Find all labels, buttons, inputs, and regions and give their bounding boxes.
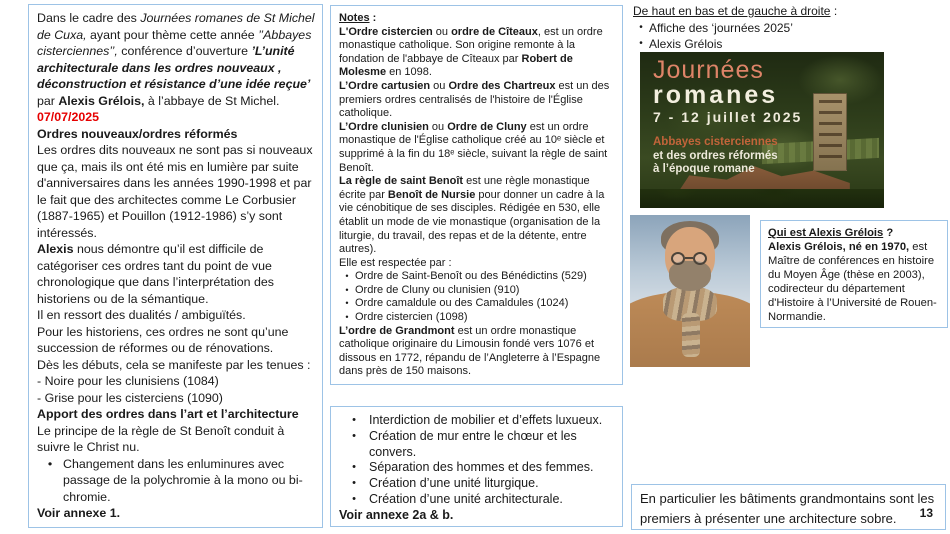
text-run: :: [830, 4, 838, 18]
text-run: pour donner un cadre à la vie cénobitique de ses disciples. Rédigée en 530, elle établit un mode de vie monastique (organisation de la liturgie, du travail, des repas et de la détente, entre autres).: [339, 188, 605, 256]
text-run: Elle est respectée par :: [339, 256, 452, 269]
text-run: ?: [883, 227, 894, 239]
poster-foreground-trees: [640, 189, 884, 208]
bullet-marker: •: [639, 21, 643, 33]
notes-text-panel: [330, 5, 623, 385]
poster-tagline-line2: et des ordres réformés: [653, 149, 778, 162]
text-run: ou: [430, 79, 449, 92]
text-run: Création de mur entre le chœur et les convers.: [369, 428, 577, 459]
bullet-item: [633, 36, 945, 53]
bullet-item: [339, 460, 614, 476]
paragraph: [37, 357, 315, 374]
text-run: Alexis Grélois,: [58, 93, 145, 108]
paragraph: [339, 257, 614, 271]
paragraph: [37, 505, 315, 522]
text-run: est Maître de conférences en histoire du Moyen Âge (thèse en 2003), codirecteur du département d'Histoire à l’Université de Rouen-Normandie.: [768, 241, 937, 323]
bullet-marker: •: [352, 429, 356, 442]
text-run: , est un ordre monastique catholique. Son origine remonte à la fondation de l'abbaye de Cîteaux par: [339, 25, 603, 65]
poster-tower-windows: [819, 100, 842, 161]
poster-dates: 7 - 12 juillet 2025: [653, 109, 803, 125]
bullet-marker: •: [345, 298, 349, 309]
text-run: Ordre cistercien (1098): [355, 311, 468, 324]
bullet-item: [633, 20, 945, 37]
poster-subtitle: romanes: [653, 81, 779, 109]
text-run: est un ordre monastique de l'Église catholique créé au 10ᵉ siècle et supprimé à la fin du 18ᵉ siècle, suivant la règle de saint Benoît.: [339, 120, 608, 174]
text-run: est un des premiers ordres centralisés de l'histoire de l'Église catholique.: [339, 79, 610, 120]
bullet-text: [369, 492, 614, 508]
text-run: par: [37, 93, 59, 108]
text-run: Affiche des ‘journées 2025’: [649, 20, 793, 35]
text-run: Ordre des Chartreux: [448, 79, 556, 92]
caption-list: [633, 3, 945, 53]
paragraph: [633, 3, 945, 20]
bullet-text: [355, 311, 614, 325]
bullet-marker: •: [345, 284, 349, 295]
text-run: L’Ordre clunisien: [339, 120, 429, 133]
text-run: conférence d’ouverture: [117, 44, 252, 58]
text-run: Ordres nouveaux/ordres réformés: [37, 126, 238, 141]
text-run: Le principe de la règle de St Benoît conduit à suivre le Christ nu.: [37, 423, 285, 454]
portrait-glasses-right-lens: [693, 252, 707, 265]
text-run: Alexis: [37, 242, 74, 256]
paragraph: [37, 423, 315, 456]
paragraph: [37, 373, 315, 390]
text-run: Ordre de Cluny ou clunisien (910): [355, 283, 520, 296]
portrait-scarf-tail-shape: [682, 313, 700, 357]
text-run: Les ordres dits nouveaux ne sont pas si nouveaux que ça, mais ils ont été mis en lumière par suite d'anniversaires dans les années 1990-1998 et par le fait que des architectes comme Le Corbusier (1887-1965) et Pouillon (1912-1986) s’y sont intéressés.: [37, 143, 313, 240]
poster-tagline-line3: à l’époque romane: [653, 163, 755, 175]
text-run: Voir annexe 2a & b.: [339, 507, 454, 522]
bullet-item: [339, 284, 614, 298]
bullet-item: [339, 413, 614, 429]
summary-text-panel: [28, 4, 323, 528]
paragraph: [37, 307, 315, 324]
paragraph: [37, 142, 315, 241]
text-run: - Grise pour les cisterciens (1090): [37, 390, 223, 405]
bullet-marker: •: [47, 456, 53, 471]
poster-abbey-tower: [813, 93, 847, 171]
text-run: De haut en bas et de gauche à droite: [633, 4, 831, 18]
paragraph: [37, 241, 315, 307]
bullet-marker: •: [352, 477, 356, 490]
poster-tagline-line1: Abbayes cisterciennes: [653, 136, 778, 148]
text-run: est un ordre monastique catholique originaire du Limousin fondé vers 1076 et dissous en 1772, répandu de l’Angleterre à l’Espagne dans près de 150 maisons.: [339, 324, 601, 378]
text-run: Apport des ordres dans l’art et l’architecture: [37, 407, 299, 421]
bullet-item: [339, 429, 614, 461]
text-run: Robert de Molesme: [339, 52, 573, 79]
text-run: en 1098.: [386, 66, 432, 79]
paragraph: [339, 325, 614, 379]
bullet-item: [339, 297, 614, 311]
paragraph: [339, 508, 614, 524]
journees-romanes-poster-image: [640, 52, 884, 208]
poster-title: Journées: [653, 56, 764, 84]
text-run: :: [369, 12, 377, 24]
bullet-text: [369, 476, 614, 492]
bullet-text: [369, 460, 614, 476]
text-run: L’Ordre cartusien: [339, 79, 431, 92]
page-number: 13: [919, 506, 933, 520]
footer-text-panel: [631, 484, 946, 530]
rules-text-panel: [330, 406, 623, 527]
text-run: Ordre camaldule ou des Camaldules (1024): [355, 297, 569, 310]
text-run: Voir annexe 1.: [37, 506, 121, 520]
paragraph: [768, 226, 940, 240]
text-run: Dès les débuts, cela se manifeste par les tenues :: [37, 357, 311, 372]
bio-text-panel: [760, 220, 948, 328]
alexis-grelois-portrait-photo: [630, 215, 750, 367]
paragraph: [37, 109, 315, 126]
bullet-text: [63, 456, 315, 506]
paragraph: [37, 126, 315, 143]
bullet-text: [355, 270, 614, 284]
text-run: - Noire pour les clunisiens (1084): [37, 374, 219, 388]
text-run: Dans le cadre des: [37, 11, 141, 25]
text-run: ou: [432, 25, 452, 38]
bullet-text: [649, 20, 945, 37]
paragraph: [768, 240, 940, 324]
text-run: Création d’une unité liturgique.: [369, 476, 539, 491]
portrait-glasses-bridge: [685, 257, 693, 259]
paragraph: [339, 80, 614, 121]
text-run: à l’abbaye de St Michel.: [144, 93, 280, 108]
paragraph: [37, 10, 315, 109]
bullet-item: [339, 270, 614, 284]
text-run: ou: [428, 120, 448, 133]
text-run: Alexis Grélois: [649, 37, 723, 51]
text-run: Pour les historiens, ces ordres ne sont qu’une succession de réformes ou de rénovations.: [37, 324, 289, 355]
bullet-marker: •: [352, 414, 356, 426]
paragraph: [37, 390, 315, 407]
text-run: Journées romanes de St Michel de Cuxa,: [37, 11, 315, 42]
text-run: 07/07/2025: [37, 110, 100, 124]
text-run: ayant pour thème cette année: [86, 27, 259, 42]
text-run: La règle de saint Benoît: [339, 175, 464, 188]
text-run: L'Ordre cistercien: [339, 25, 433, 38]
text-run: L’ordre de Grandmont: [339, 324, 455, 337]
paragraph: [339, 175, 614, 257]
poster-tagline: [653, 136, 802, 177]
footer-paragraphs: [640, 489, 937, 529]
text-run: nous démontre qu’il est difficile de catégoriser ces ordres tant du point de vue chronologique que dans l’interprétation des historiens ou de la sémantique.: [37, 242, 274, 306]
bullet-text: [649, 36, 945, 53]
paragraph: [640, 489, 937, 529]
bullet-text: [355, 297, 614, 311]
bullet-item: [339, 476, 614, 492]
bullet-text: [355, 284, 614, 298]
paragraph: [339, 12, 614, 26]
bullet-text: [369, 413, 614, 429]
text-run: ’L’unité architecturale dans les ordres nouveaux , déconstruction et résistance d’une idée reçue’: [37, 44, 311, 91]
bullet-marker: •: [352, 461, 356, 474]
poster-text-block: [653, 57, 802, 177]
text-run: Changement dans les enluminures avec passage de la polychromie à la mono ou bi-chromie.: [63, 456, 303, 504]
text-run: Il en ressort des dualités / ambiguïtés.: [37, 308, 246, 322]
text-run: Interdiction de mobilier et d’effets luxueux.: [369, 413, 603, 427]
text-run: Création d’une unité architecturale.: [369, 491, 563, 506]
portrait-beard-shape: [669, 261, 711, 291]
bullet-item: [339, 492, 614, 508]
text-run: ’’Abbayes cisterciennes’’,: [37, 27, 312, 58]
bullet-text: [369, 429, 614, 461]
text-run: Ordre de Cluny: [447, 120, 527, 133]
paragraph: [37, 324, 315, 357]
bullet-marker: •: [345, 312, 349, 323]
text-run: Notes: [339, 12, 370, 24]
text-run: est une règle monastique écrite par: [339, 175, 590, 201]
paragraph: [339, 26, 614, 80]
text-run: Ordre de Saint-Benoît ou des Bénédictins (529): [355, 270, 587, 283]
text-run: ordre de Cîteaux: [451, 25, 538, 38]
bullet-marker: •: [345, 271, 349, 282]
portrait-glasses-left-lens: [671, 252, 685, 265]
text-run: En particulier les bâtiments grandmontains sont les premiers à présenter une architecture sobre.: [640, 491, 935, 526]
bullet-item: [339, 311, 614, 325]
text-run: Benoît de Nursie: [387, 188, 476, 201]
text-run: Séparation des hommes et des femmes.: [369, 460, 594, 475]
bullet-marker: •: [639, 38, 643, 49]
bullet-item: [37, 456, 315, 506]
bullet-marker: •: [352, 492, 356, 505]
paragraph: [339, 121, 614, 175]
paragraph: [37, 406, 315, 423]
text-run: Qui est Alexis Grélois: [768, 227, 884, 239]
text-run: Alexis Grélois, né en 1970,: [768, 241, 910, 253]
